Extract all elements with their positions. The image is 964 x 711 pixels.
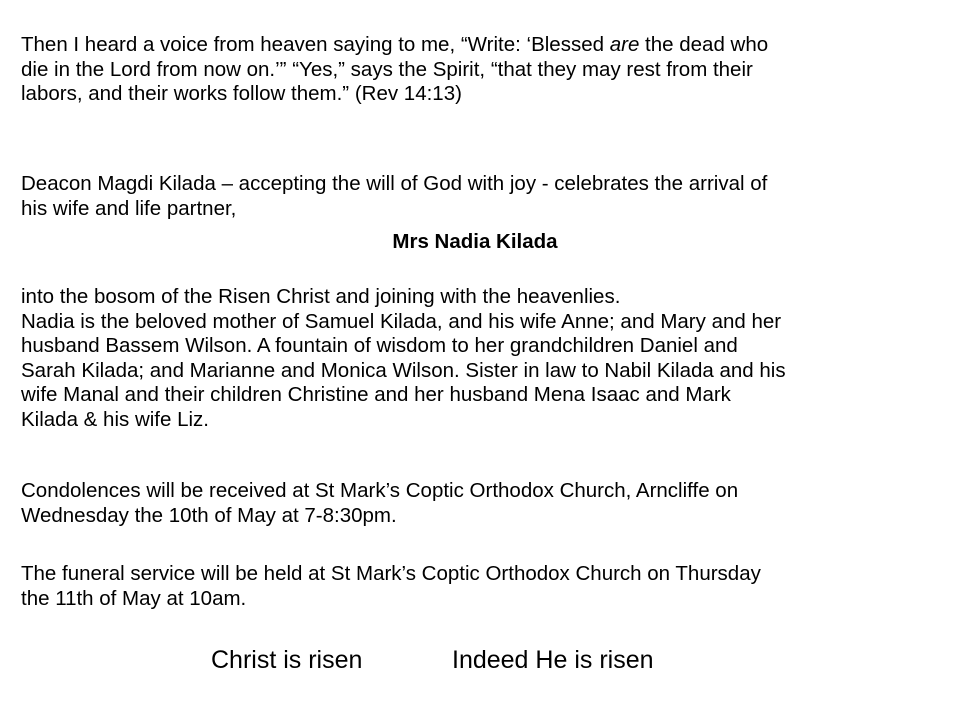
closing-greeting: Christ is risen (211, 646, 363, 674)
verse-line-1: Then I heard a voice from heaven saying to me, “Write: ‘Blessed are the dead who (21, 33, 769, 56)
family-line: wife Manal and their children Christine and her husband Mena Isaac and Mark (21, 383, 731, 406)
intro-line-1: Deacon Magdi Kilada – accepting the will of God with joy - celebrates the arrival of (21, 172, 768, 195)
verse-line-2: die in the Lord from now on.’” “Yes,” says the Spirit, “that they may rest from their (21, 57, 753, 81)
verse-line-3: labors, and their works follow them.” (Rev 14:13) (21, 82, 462, 105)
family-paragraph (21, 285, 941, 432)
condolences-line-1: Condolences will be received at St Mark’s Coptic Orthodox Church, Arncliffe on (21, 479, 739, 502)
announcement-intro (21, 172, 941, 221)
intro-line-2: his wife and life partner, (21, 196, 237, 220)
funeral-line-1: The funeral service will be held at St Mark’s Coptic Orthodox Church on Thursday (21, 562, 761, 585)
family-line: Kilada & his wife Liz. (21, 407, 210, 431)
deceased-name: Mrs Nadia Kilada (392, 230, 558, 253)
condolences-paragraph (21, 479, 941, 528)
funeral-line-2: the 11th of May at 10am. (21, 586, 247, 610)
closing-response: Indeed He is risen (452, 646, 654, 674)
family-line: Nadia is the beloved mother of Samuel Kilada, and his wife Anne; and Mary and her (21, 309, 782, 333)
family-line: Sarah Kilada; and Marianne and Monica Wilson. Sister in law to Nabil Kilada and his (21, 358, 786, 382)
family-line: into the bosom of the Risen Christ and joining with the heavenlies. (21, 285, 621, 308)
scripture-verse (21, 33, 941, 107)
emphasis-are: are (609, 33, 640, 56)
family-line: husband Bassem Wilson. A fountain of wisdom to her grandchildren Daniel and (21, 334, 738, 357)
funeral-paragraph (21, 562, 941, 611)
condolences-line-2: Wednesday the 10th of May at 7-8:30pm. (21, 503, 397, 527)
